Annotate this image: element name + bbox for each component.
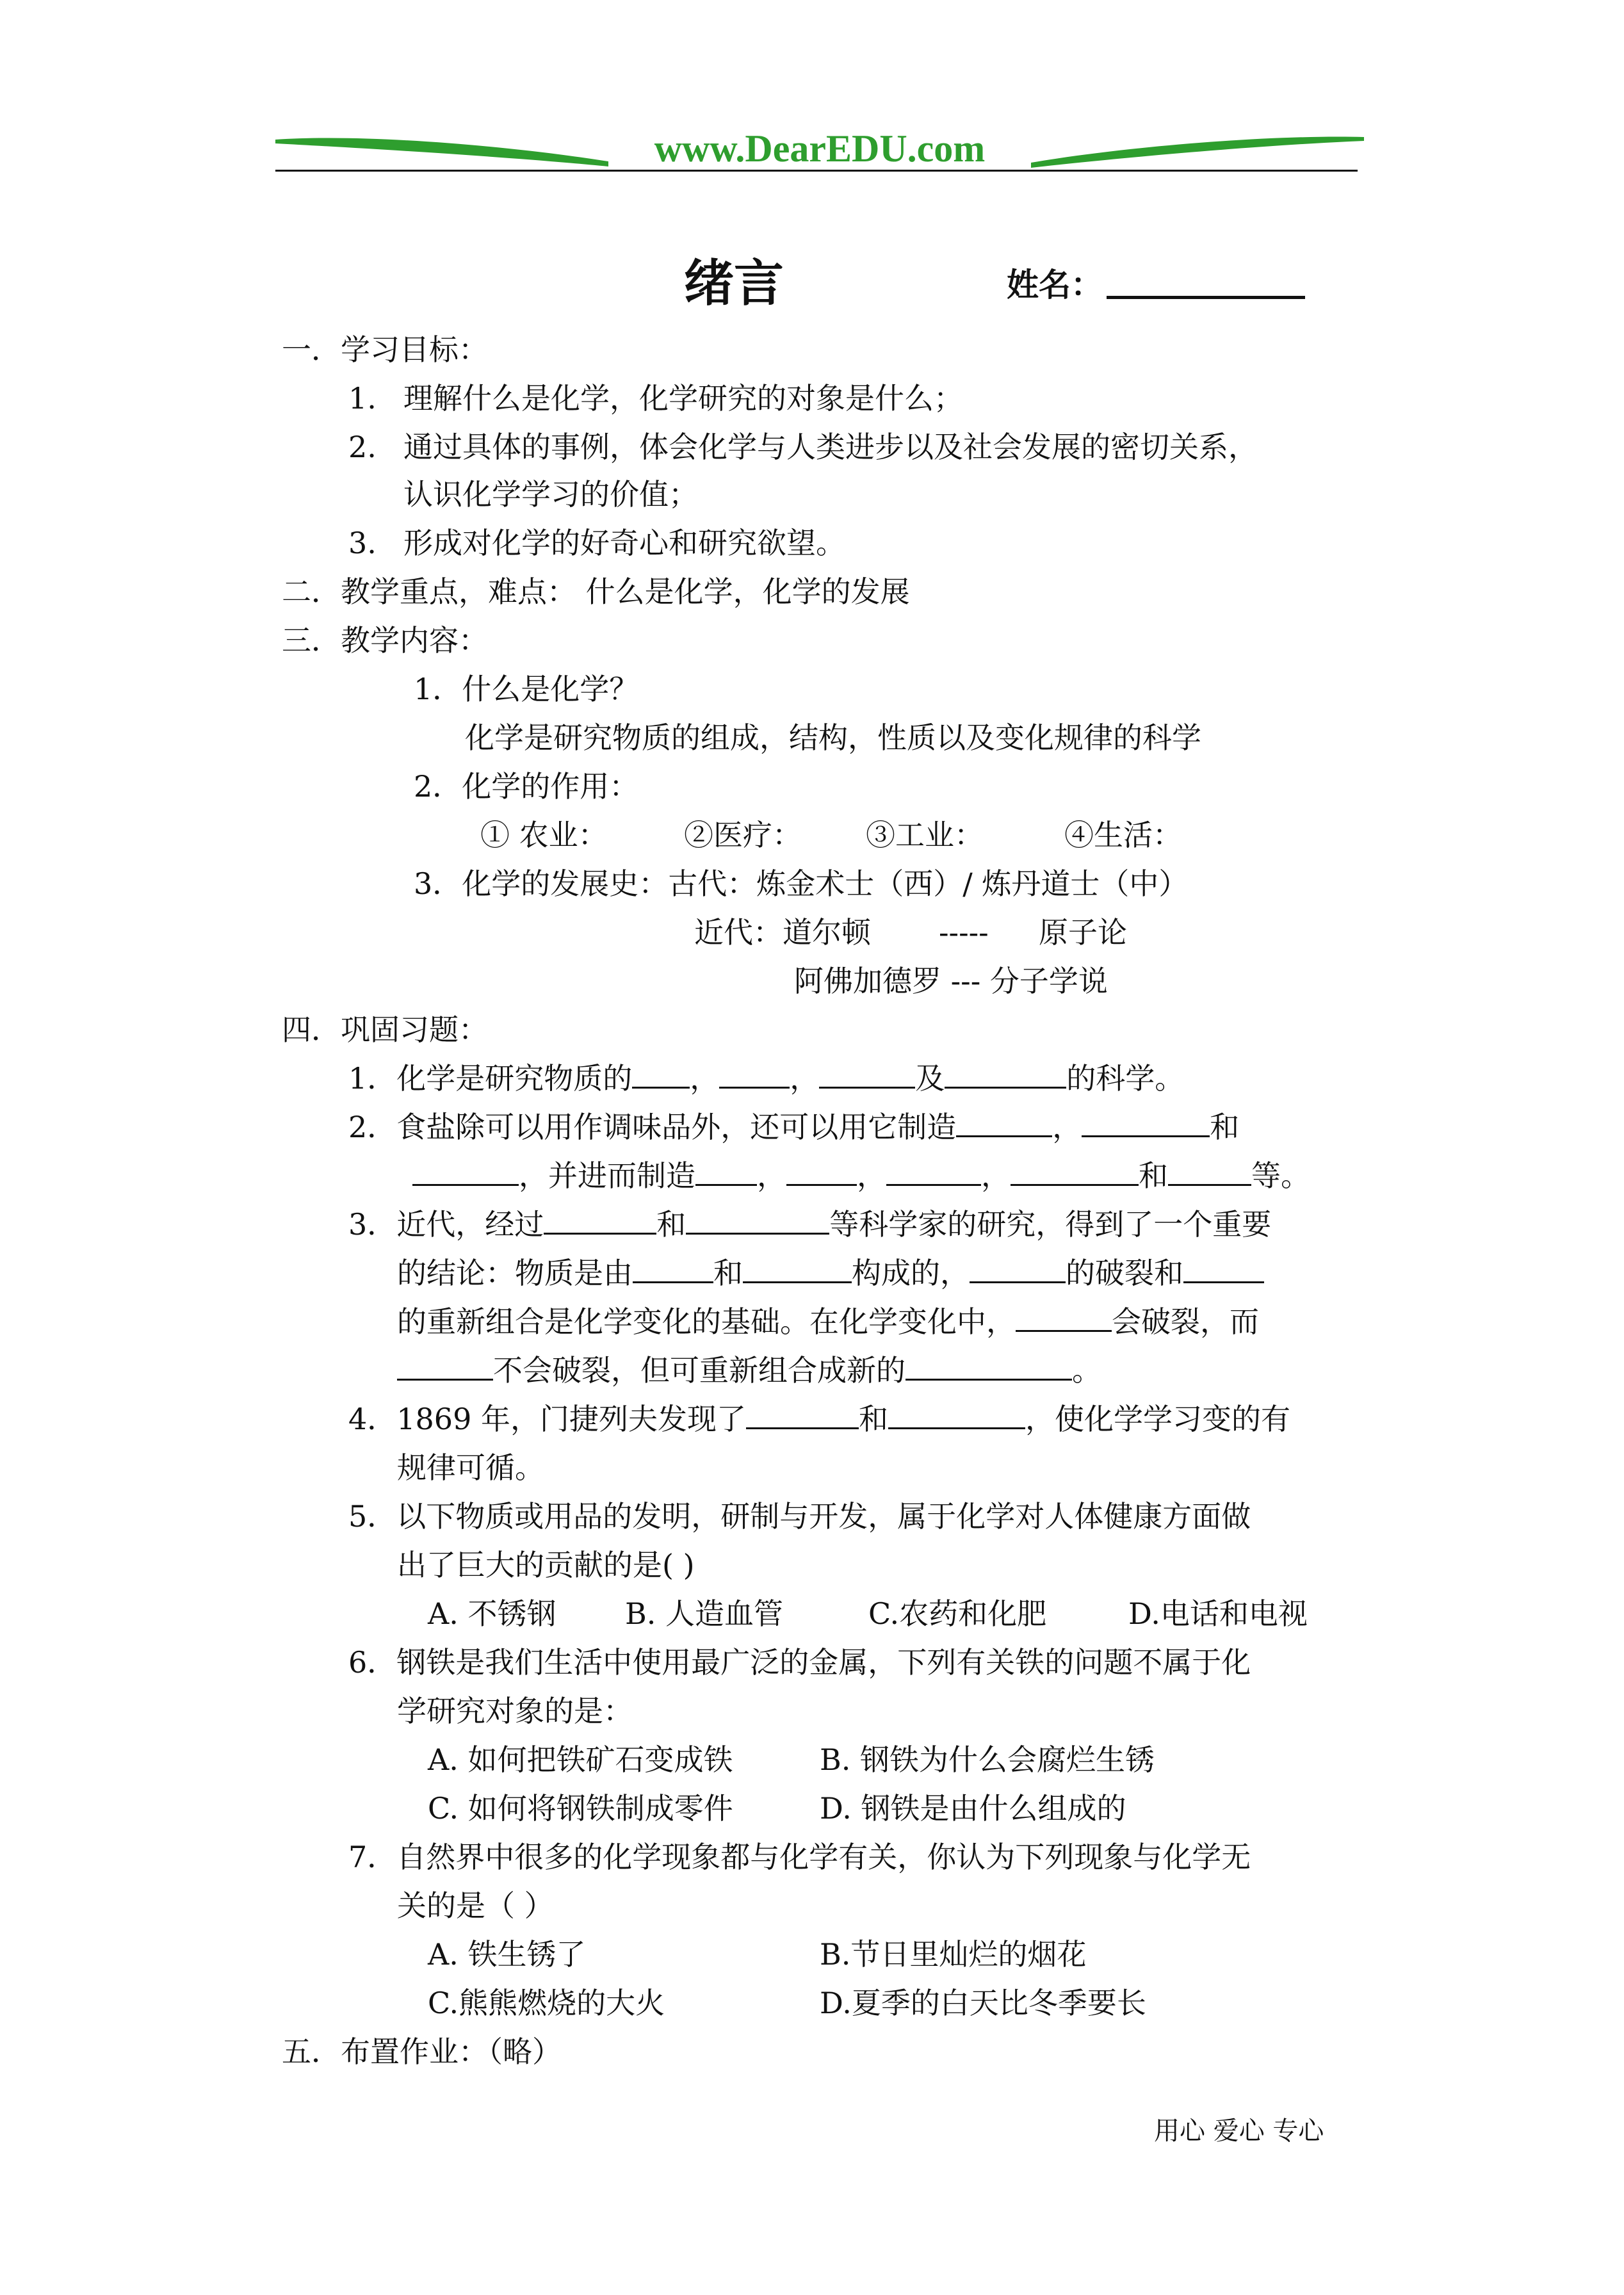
role-industry: ③工业： (866, 818, 984, 852)
banner-swoosh-right (1031, 136, 1364, 168)
section-1-heading: 一．学习目标： (282, 332, 488, 367)
content-2: 2．化学的作用： (414, 769, 639, 804)
answer-blank[interactable] (746, 1402, 859, 1429)
modern-dalton: 近代：道尔顿 (694, 915, 871, 950)
question-6: 6．钢铁是我们生活中使用最广泛的金属，下列有关铁的问题不属于化 (348, 1645, 1251, 1680)
section-3-heading: 三．教学内容： (282, 623, 488, 658)
question-6-cont: 学研究对象的是： (397, 1694, 633, 1728)
question-4: 4．1869 年，门捷列夫发现了 和 ，使化学学习变的有 (348, 1402, 1290, 1436)
goal-1-text: 理解什么是化学，化学研究的对象是什么； (403, 381, 963, 416)
answer-blank[interactable] (886, 1158, 981, 1186)
answer-blank[interactable] (397, 1353, 493, 1381)
answer-blank[interactable] (632, 1061, 690, 1089)
answer-blank[interactable] (1082, 1110, 1210, 1137)
banner-swoosh-left (275, 138, 608, 166)
answer-blank[interactable] (1016, 1304, 1112, 1332)
answer-blank[interactable] (1011, 1158, 1139, 1186)
site-logo-text: www.DearEDU.com (654, 127, 986, 170)
q6-option-a[interactable]: A. 如何把铁矿石变成铁 (428, 1742, 733, 1777)
goal-2-text-cont: 认识化学学习的价值； (403, 477, 698, 512)
question-3-line-2: 的结论：物质是由 和 构成的， 的破裂和 (397, 1255, 1264, 1291)
question-5: 5．以下物质或用品的发明，研制与开发，属于化学对人体健康方面做 (348, 1499, 1251, 1534)
question-3: 3．近代，经过 和 等科学家的研究，得到了一个重要 (348, 1207, 1272, 1242)
q6-option-d[interactable]: D. 钢铁是由什么组成的 (820, 1791, 1126, 1826)
answer-blank[interactable] (786, 1158, 857, 1186)
q7-option-b[interactable]: B.节日里灿烂的烟花 (820, 1937, 1087, 1972)
role-medical: ②医疗： (684, 818, 802, 852)
question-7: 7．自然界中很多的化学现象都与化学有关，你认为下列现象与化学无 (348, 1840, 1251, 1874)
page-title: 绪言 (684, 254, 784, 312)
role-agriculture: ① 农业： (480, 818, 608, 852)
section-4-heading: 四．巩固习题： (282, 1012, 488, 1047)
goal-2-text: 通过具体的事例，体会化学与人类进步以及社会发展的密切关系， (403, 430, 1258, 464)
goal-3-text: 形成对化学的好奇心和研究欲望。 (403, 526, 845, 560)
answer-blank[interactable] (888, 1402, 1025, 1429)
answer-blank[interactable] (956, 1110, 1052, 1137)
q6-option-b[interactable]: B. 钢铁为什么会腐烂生锈 (820, 1742, 1155, 1777)
q5-option-d[interactable]: D.电话和电视 (1128, 1596, 1308, 1631)
modern-atomic-theory: 原子论 (1039, 915, 1127, 950)
name-label: 姓名： (1007, 266, 1103, 304)
goal-3-number: 3. (348, 526, 377, 560)
q7-option-c[interactable]: C.熊熊燃烧的大火 (428, 1986, 665, 2020)
q7-option-a[interactable]: A. 铁生锈了 (428, 1937, 586, 1972)
question-5-cont: 出了巨大的贡献的是( ) (397, 1548, 695, 1582)
q5-option-c[interactable]: C.农药和化肥 (868, 1596, 1047, 1631)
answer-blank[interactable] (412, 1158, 519, 1186)
answer-blank[interactable] (743, 1256, 852, 1283)
answer-blank[interactable] (686, 1207, 829, 1235)
answer-blank[interactable] (695, 1158, 757, 1186)
section-2-heading: 二．教学重点，难点： 什么是化学，化学的发展 (282, 574, 910, 609)
question-7-cont: 关的是（ ） (397, 1888, 554, 1923)
answer-blank[interactable] (1183, 1256, 1264, 1283)
answer-blank[interactable] (544, 1207, 656, 1235)
question-1: 1．化学是研究物质的 ， ， 及 的科学。 (348, 1061, 1185, 1096)
content-1-answer: 化学是研究物质的组成，结构，性质以及变化规律的科学 (465, 720, 1201, 755)
answer-blank[interactable] (719, 1061, 790, 1089)
q6-option-c[interactable]: C. 如何将钢铁制成零件 (428, 1791, 733, 1826)
name-blank-line (1107, 296, 1305, 299)
q5-option-b[interactable]: B. 人造血管 (625, 1596, 784, 1631)
question-2-cont: ，并进而制造 ， ， ， 和 等。 (412, 1158, 1310, 1194)
question-4-cont: 规律可循。 (397, 1450, 544, 1485)
answer-blank[interactable] (1168, 1158, 1251, 1186)
answer-blank[interactable] (905, 1353, 1072, 1381)
q7-option-d[interactable]: D.夏季的白天比冬季要长 (820, 1986, 1146, 2020)
footer-motto: 用心 爱心 专心 (1154, 2116, 1324, 2146)
answer-blank[interactable] (819, 1061, 915, 1089)
answer-blank[interactable] (945, 1061, 1066, 1089)
role-life: ④生活： (1064, 818, 1182, 852)
question-3-line-4: 不会破裂，但可重新组合成新的 。 (397, 1352, 1101, 1388)
answer-blank[interactable] (970, 1256, 1066, 1283)
content-3: 3．化学的发展史：古代：炼金术士（西）/ 炼丹道士（中） (414, 866, 1189, 901)
goal-1-number: 1. (348, 381, 377, 416)
q5-option-a[interactable]: A. 不锈钢 (428, 1596, 556, 1631)
content-1: 1．什么是化学？ (414, 672, 639, 706)
section-5-heading: 五．布置作业：（略） (282, 2034, 562, 2069)
goal-2-number: 2. (348, 430, 377, 464)
modern-avogadro: 阿佛加德罗 --- 分子学说 (794, 964, 1108, 998)
answer-blank[interactable] (633, 1256, 713, 1283)
question-2: 2．食盐除可以用作调味品外，还可以用它制造 ， 和 (348, 1110, 1240, 1144)
modern-dash: ----- (939, 915, 989, 950)
header-rule (275, 170, 1358, 172)
question-3-line-3: 的重新组合是化学变化的基础。在化学变化中， 会破裂，而 (397, 1304, 1259, 1339)
